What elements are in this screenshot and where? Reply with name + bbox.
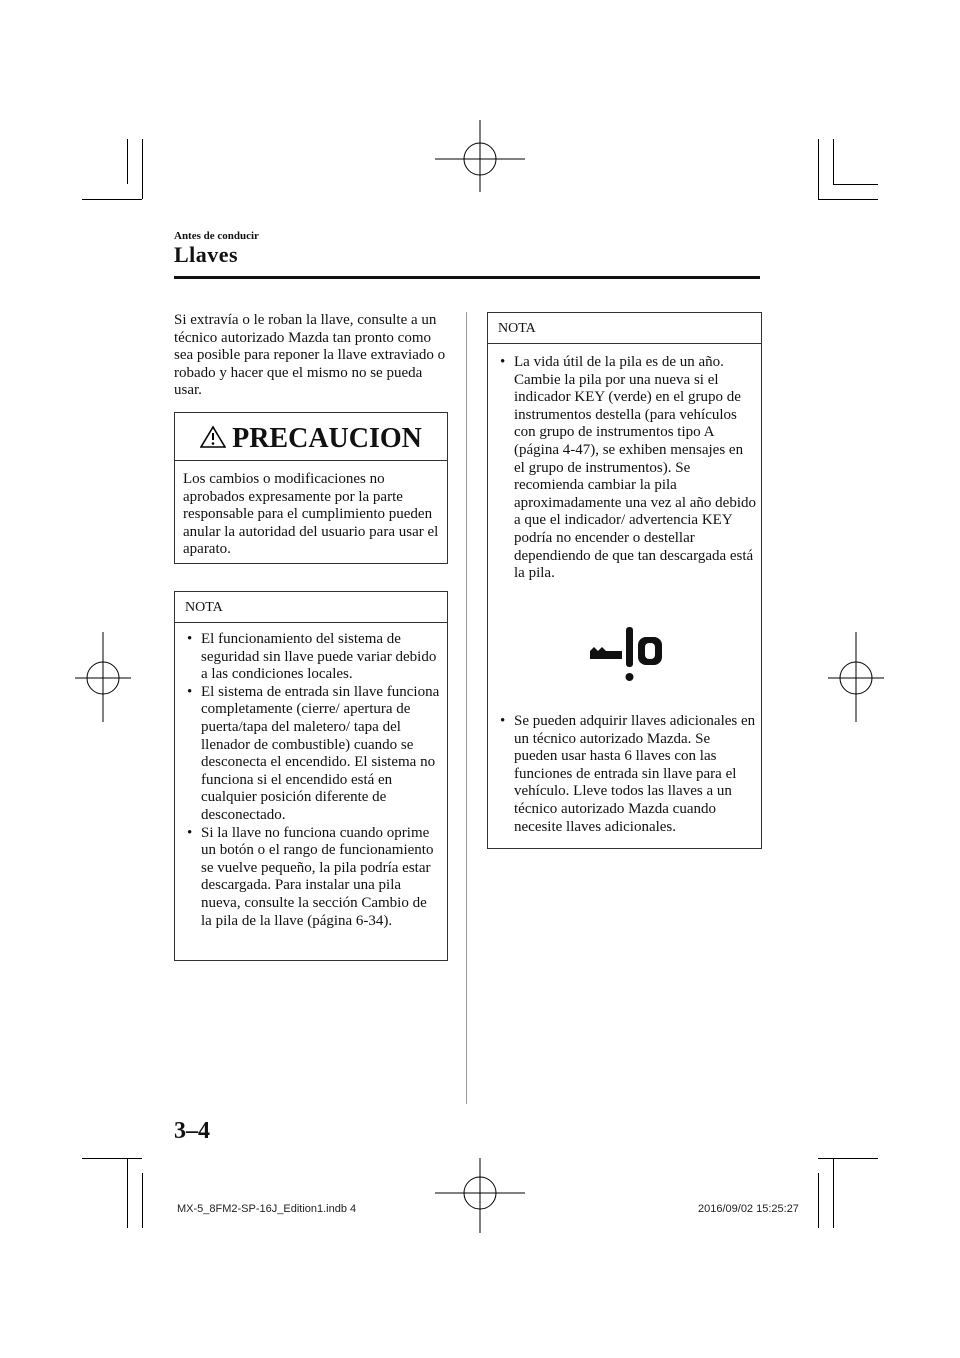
list-item: • Se pueden adquirir llaves adicionales en un técnico autorizado Mazda. Se pueden usar hasta 6 llaves con las funciones de entrada sin llave para el vehículo. Lleve todos las llaves a un técnico autorizado Mazda cuando necesite llaves adicionales. [500,713,756,835]
intro-paragraph: Si extravía o le roban la llave, consulte a un técnico autorizado Mazda tan pronto como sea posible para reponer la llave extraviado o robado y hacer que el mismo no se pueda usar. [174,312,446,399]
caution-title: PRECAUCION [232,423,422,454]
registration-mark-top [435,120,525,192]
registration-mark-left [75,632,131,722]
caution-box [174,412,448,564]
registration-mark-bottom [435,1158,525,1233]
list-item: • Si la llave no funciona cuando oprime un botón o el rango de funcionamiento se vuelve pequeño, la pila podría estar descargada. Para instalar una pila nueva, consulte la sección Cambio de la pila de la llave (página 6-34). [187,824,434,929]
registration-mark-right [828,632,884,722]
warning-triangle-icon [200,425,226,457]
nota-label: NOTA [175,592,447,623]
section-label: Antes de conducir [174,230,259,242]
caution-header [175,413,447,461]
page-title: Llaves [174,242,239,267]
file-name: MX-5_8FM2-SP-16J_Edition1.indb 4 [177,1203,357,1215]
nota-label: NOTA [488,313,761,344]
nota-box-right [487,312,762,849]
date-stamp: 2016/09/02 15:25:27 [698,1203,799,1215]
list-item: • El funcionamiento del sistema de seguridad sin llave puede variar debido a las condiciones locales. [187,631,437,683]
nota-list [488,344,761,583]
key-warning-icon [588,621,666,688]
list-item: • La vida útil de la pila es de un año. Cambie la pila por una nueva si el indicador KEY (verde) en el grupo de instrumentos destella (para vehículos con grupo de instrumentos tipo A (página 4-47), se exhiben mensajes en el grupo de instrumentos). Se recomienda cambiar la pila aproximadamente una vez al año debido a que el indicador/ advertencia KEY podría no encender o destellar dependiendo de que tan descargada está la pila. [500,354,756,582]
nota-box-left [174,591,448,961]
nota-list-2 [488,713,761,836]
page-number: 3–4 [174,1118,210,1144]
caution-body: Los cambios o modificaciones no aprobados expresamente por la parte responsable para el cumplimiento pueden anular la autoridad del usuario para usar el aparato. [183,471,439,558]
nota-list [175,623,447,930]
list-item: • El sistema de entrada sin llave funciona completamente (cierre/ apertura de puerta/tapa del maletero/ tapa del llenador de combustible) cuando se desconecta el encendido. El sistema no funciona si el encendido está en cualquier posición diferente de desconectado. [187,683,440,823]
column-divider [466,312,467,1104]
title-rule [174,276,760,279]
